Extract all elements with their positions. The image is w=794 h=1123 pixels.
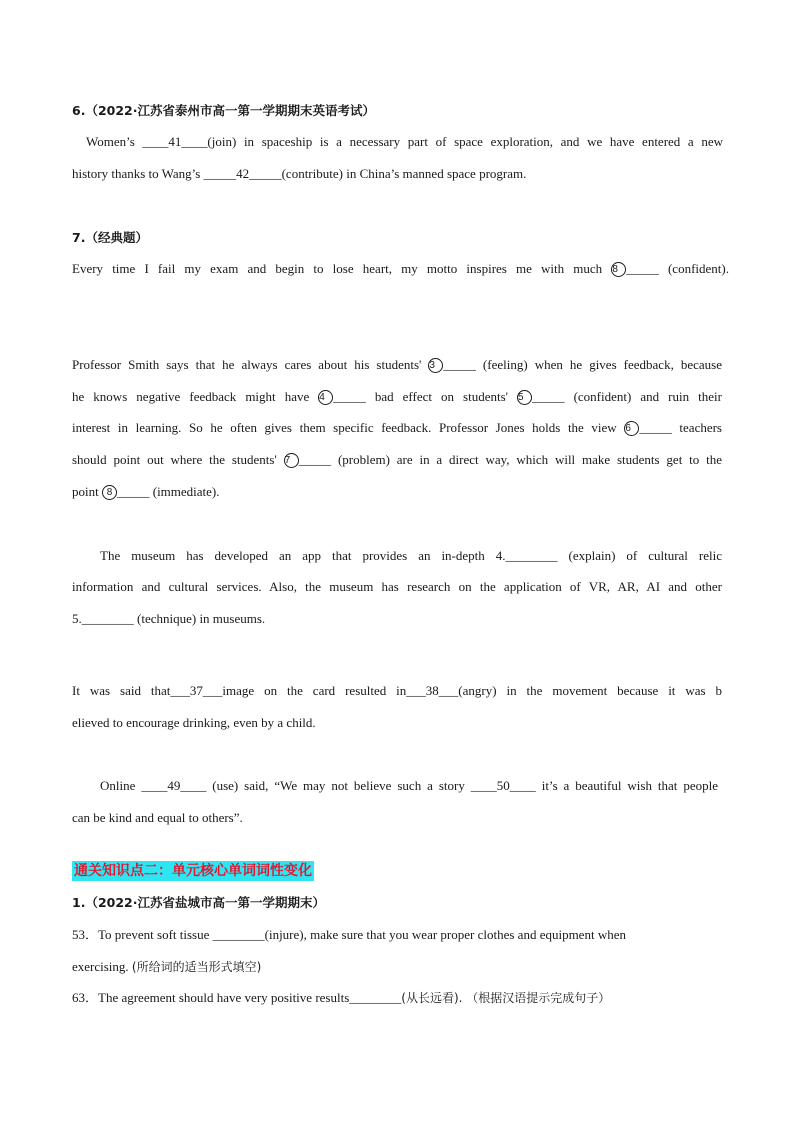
item-53-line-1: 53．To prevent soft tissue ________(injure), make sure that you wear proper clothes and equipment when [72,927,626,942]
card-blank-37: ___37___ [170,683,223,698]
card-line-1-mid: image on the card resulted in [222,683,407,698]
online-line-1: Online ____49____ (use) said, “We may not believe such a story ____50____ it’s a beautiful wish that people [100,778,718,793]
smith-line-5-text: point [72,484,102,499]
circled-number: 8 [102,485,117,500]
item-63-hint: (从长远看). （根据汉语提示完成句子） [401,991,611,1005]
question-1-heading: 1.（2022·江苏省盐城市高一第一学期期末） [72,895,325,910]
museum-line-2: information and cultural services. Also, the museum has research on the application of VR, AR, AI and other [72,579,722,594]
q7-line-1 [72,260,729,278]
smith-line-2-blank-2: _____ (confident) and ruin their [532,389,722,404]
circled-number: 5 [517,390,532,405]
smith-line-3-text: interest in learning. So he often gives them specific feedback. Professor Jones holds the view [72,420,625,435]
smith-line-5-blank: _____ (immediate). [116,484,220,499]
smith-line-1-text: Professor Smith says that he always cares about his students' [72,357,429,372]
card-line-2: elieved to encourage drinking, even by a child. [72,715,316,730]
q6-line-1: Women’s ____41____(join) in spaceship is a necessary part of space exploration, and we have entered a new [86,134,723,149]
smith-line-3-blank: _____ teachers [639,420,722,435]
item-63-line [72,989,610,1007]
museum-line-3: 5.________ (technique) in museums. [72,611,266,626]
circled-number: 3 [428,358,443,373]
item-63-text: 63．The agreement should have very positive results________ [72,990,402,1005]
card-blank-38: ___38___ [406,683,459,698]
smith-line-1-blank: _____ (feeling) when he gives feedback, because [443,357,722,372]
q6-line-2: history thanks to Wang’s _____42_____(contribute) in China’s manned space program. [72,166,527,181]
smith-line-2-text: he knows negative feedback might have [72,389,319,404]
q7-line-1-text: Every time I fail my exam and begin to lose heart, my motto inspires me with much [72,261,612,276]
question-6-heading: 6.（2022·江苏省泰州市高一第一学期期末英语考试） [72,103,375,118]
smith-line-1 [72,356,722,374]
smith-line-2-blank: _____ bad effect on students' [333,389,518,404]
item-53-text: exercising. [72,959,132,974]
museum-line-1: The museum has developed an app that provides an in-depth 4.________ (explain) of cultural relic [100,548,722,563]
card-line-1-text: It was said that [72,683,171,698]
online-line-2: can be kind and equal to others”. [72,810,243,825]
smith-line-4 [72,451,722,469]
question-7-heading: 7.（经典题） [72,230,148,245]
section-2-banner: 通关知识点二：单元核心单词词性变化 [74,863,312,879]
q7-line-1-blank: _____ (confident). [626,261,729,276]
card-line-1 [72,682,722,700]
card-line-1-end: (angry) in the movement because it was b [458,683,722,698]
smith-line-5 [72,483,220,501]
smith-line-3 [72,419,722,437]
circled-number: 7 [284,453,299,468]
circled-number: 8 [611,262,626,277]
smith-line-2 [72,388,722,406]
circled-number: 4 [318,390,333,405]
smith-line-4-blank: _____ (problem) are in a direct way, which will make students get to the [298,452,722,467]
smith-line-4-text: should point out where the students' [72,452,284,467]
item-53-hint: (所给词的适当形式填空) [131,960,262,974]
item-53-line-2 [72,958,261,976]
circled-number: 6 [624,421,639,436]
